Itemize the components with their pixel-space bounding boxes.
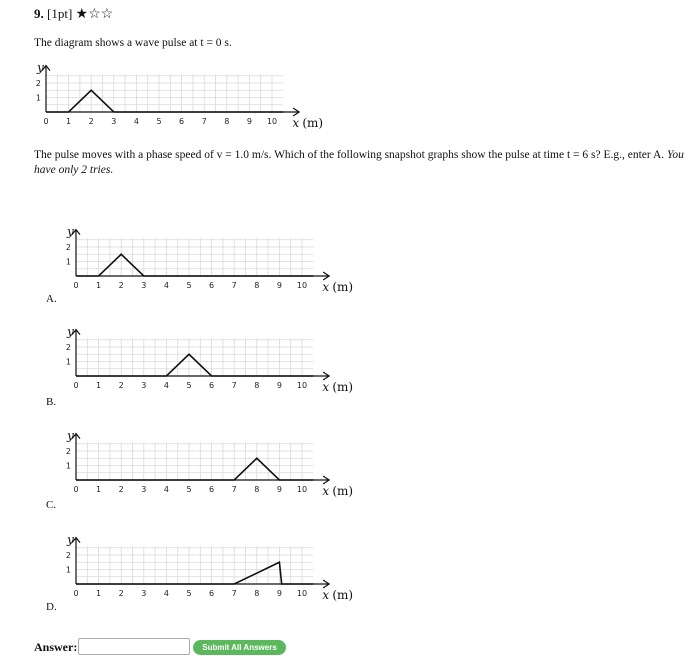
- x-tick-label: 1: [96, 485, 102, 494]
- question-points: [1pt]: [47, 6, 73, 21]
- x-tick-label: 0: [43, 117, 49, 126]
- y-tick-label: 2: [65, 447, 71, 456]
- x-tick-label: 4: [163, 589, 169, 598]
- x-tick-label: 5: [186, 281, 192, 290]
- answer-input[interactable]: [78, 638, 190, 655]
- x-tick-label: 3: [141, 381, 147, 390]
- x-tick-label: 10: [296, 485, 308, 494]
- y-axis-label: y: [67, 532, 74, 547]
- x-tick-label: 0: [73, 381, 79, 390]
- y-tick-label: 2: [35, 79, 41, 88]
- x-tick-label: 3: [141, 485, 147, 494]
- x-tick-label: 5: [186, 589, 192, 598]
- x-tick-label: 10: [296, 281, 308, 290]
- x-tick-label: 9: [246, 117, 252, 126]
- option-d-graph: [60, 526, 370, 611]
- y-tick-label: 1: [65, 257, 71, 267]
- x-axis-unit: (m): [332, 380, 354, 394]
- x-tick-label: 2: [118, 381, 124, 390]
- x-tick-label: 6: [179, 117, 185, 126]
- y-tick-label: 2: [65, 551, 71, 560]
- prompt-text: [34, 148, 694, 178]
- submit-all-answers-button[interactable]: Submit All Answers: [193, 640, 286, 655]
- prompt-body: The pulse moves with a phase speed of v = 1.0 m/s. Which of the following snapshot graphs show the pulse at time t = 6 s? E.g., enter A.: [34, 149, 665, 161]
- option-c-graph: [60, 422, 370, 507]
- grid: [46, 74, 283, 112]
- option-b-label[interactable]: B.: [46, 396, 57, 408]
- x-axis-unit: (m): [332, 280, 354, 294]
- star-rating-icon[interactable]: ★☆☆: [75, 7, 114, 22]
- x-axis-unit: (m): [332, 484, 354, 498]
- x-tick-label: 10: [296, 381, 308, 390]
- x-tick-label: 5: [186, 381, 192, 390]
- y-axis-label: y: [67, 224, 74, 239]
- x-tick-label: 6: [209, 281, 215, 290]
- x-tick-label: 0: [73, 281, 79, 290]
- answer-label: Answer:: [34, 640, 78, 654]
- x-tick-label: 1: [66, 117, 72, 126]
- y-tick-label: 1: [65, 565, 71, 575]
- question-header: [34, 6, 113, 23]
- option-c-label[interactable]: C.: [46, 499, 57, 511]
- x-tick-label: 4: [163, 485, 169, 494]
- grid: [76, 442, 313, 480]
- x-tick-label: 8: [254, 485, 260, 494]
- y-tick-label: 2: [65, 243, 71, 252]
- x-tick-label: 0: [73, 485, 79, 494]
- tries-note: You have only 2 tries.: [34, 149, 684, 176]
- y-tick-label: 1: [35, 93, 41, 103]
- x-tick-label: 6: [209, 589, 215, 598]
- x-tick-label: 5: [186, 485, 192, 494]
- y-axis-label: y: [67, 428, 74, 443]
- pulse-line: [76, 562, 313, 584]
- x-tick-label: 9: [276, 589, 282, 598]
- x-tick-label: 0: [73, 589, 79, 598]
- x-tick-label: 6: [209, 381, 215, 390]
- x-tick-label: 8: [254, 281, 260, 290]
- x-axis-unit: (m): [302, 116, 324, 130]
- option-b-graph: [60, 318, 370, 403]
- question-number: 9.: [34, 6, 44, 21]
- x-axis-unit: (m): [332, 588, 354, 602]
- x-tick-label: 9: [276, 485, 282, 494]
- x-tick-label: 2: [88, 117, 94, 126]
- x-tick-label: 3: [111, 117, 117, 126]
- x-tick-label: 2: [118, 485, 124, 494]
- x-tick-label: 2: [118, 589, 124, 598]
- x-tick-label: 8: [254, 589, 260, 598]
- x-tick-label: 7: [201, 117, 207, 126]
- x-tick-label: 9: [276, 381, 282, 390]
- pulse-line: [76, 458, 313, 480]
- x-tick-label: 7: [231, 281, 237, 290]
- x-tick-label: 7: [231, 589, 237, 598]
- x-axis-label: x: [322, 588, 330, 602]
- option-a-graph: [60, 218, 370, 303]
- x-axis-label: x: [322, 280, 330, 294]
- x-tick-label: 9: [276, 281, 282, 290]
- x-tick-label: 1: [96, 589, 102, 598]
- y-tick-label: 2: [65, 343, 71, 352]
- x-tick-label: 2: [118, 281, 124, 290]
- x-tick-label: 10: [296, 589, 308, 598]
- x-tick-label: 8: [224, 117, 230, 126]
- grid: [76, 238, 313, 276]
- x-tick-label: 10: [266, 117, 278, 126]
- pulse-line: [46, 90, 283, 112]
- x-tick-label: 1: [96, 281, 102, 290]
- pulse-line: [76, 254, 313, 276]
- x-tick-label: 3: [141, 589, 147, 598]
- x-tick-label: 1: [96, 381, 102, 390]
- x-tick-label: 7: [231, 381, 237, 390]
- grid: [76, 546, 313, 584]
- y-axis-label: y: [37, 60, 44, 75]
- grid: [76, 338, 313, 376]
- x-tick-label: 5: [156, 117, 162, 126]
- x-tick-label: 8: [254, 381, 260, 390]
- y-tick-label: 1: [65, 357, 71, 367]
- x-tick-label: 7: [231, 485, 237, 494]
- x-axis-label: x: [322, 484, 330, 498]
- x-tick-label: 4: [163, 381, 169, 390]
- option-a-label[interactable]: A.: [46, 293, 57, 305]
- x-tick-label: 3: [141, 281, 147, 290]
- option-d-label[interactable]: D.: [46, 601, 57, 613]
- initial-pulse-graph: [30, 54, 330, 139]
- x-tick-label: 6: [209, 485, 215, 494]
- intro-text: The diagram shows a wave pulse at t = 0 s.: [34, 37, 232, 49]
- x-axis-label: x: [292, 116, 300, 130]
- x-axis-label: x: [322, 380, 330, 394]
- y-axis-label: y: [67, 324, 74, 339]
- pulse-line: [76, 354, 313, 376]
- y-tick-label: 1: [65, 461, 71, 471]
- x-tick-label: 4: [133, 117, 139, 126]
- x-tick-label: 4: [163, 281, 169, 290]
